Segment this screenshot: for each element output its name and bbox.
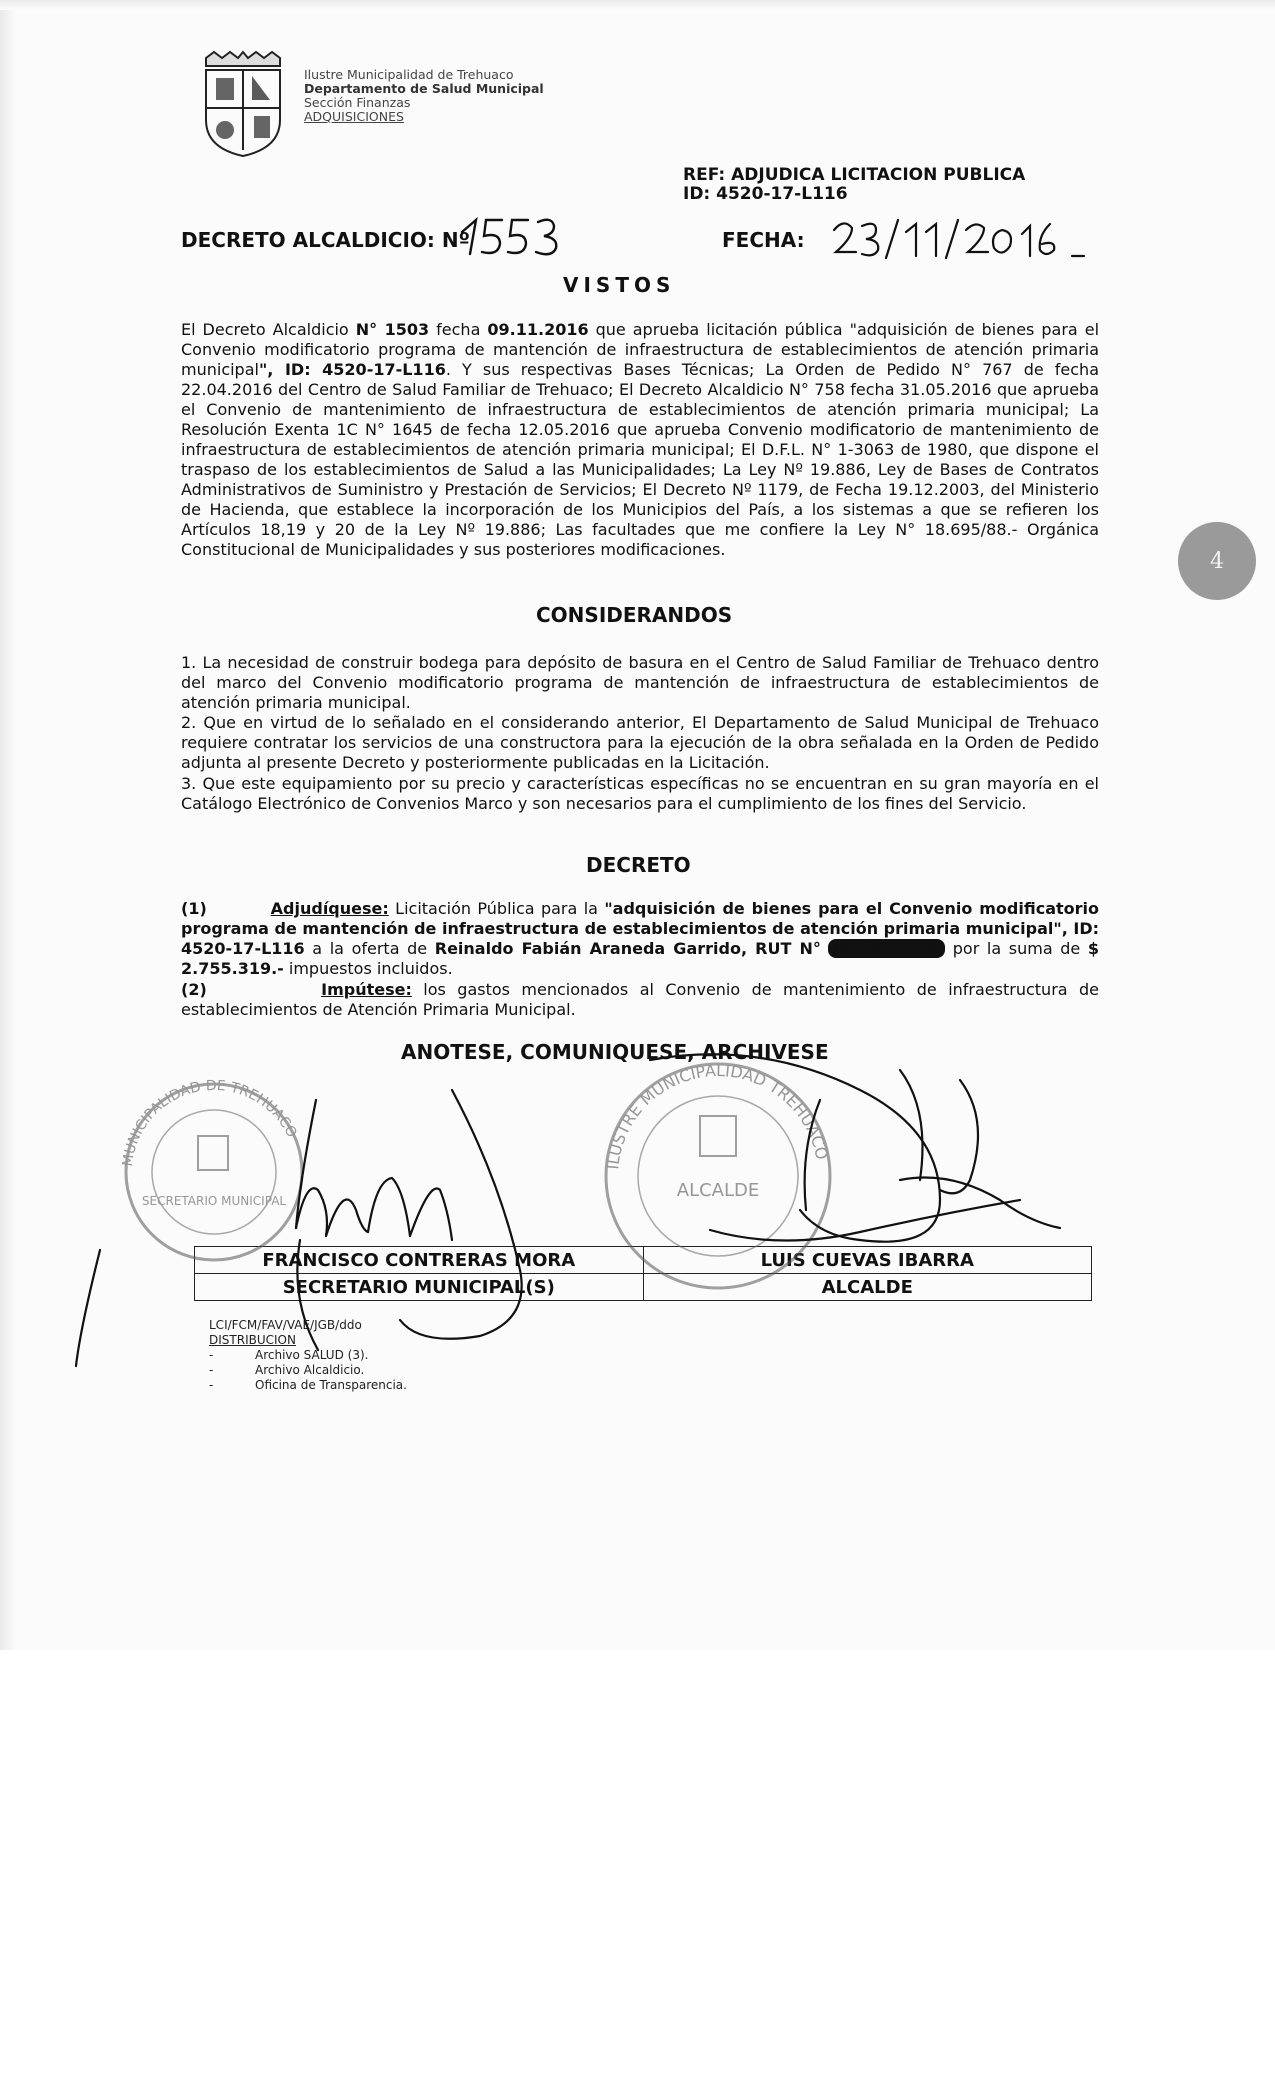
institution-name: Ilustre Municipalidad de Trehuaco — [304, 67, 514, 82]
secretary-seal-ring-text: MUNICIPALIDAD DE TREHUACO — [120, 1077, 300, 1168]
office-name: ADQUISICIONES — [304, 109, 404, 124]
secretary-seal-center: SECRETARIO MUNICIPAL — [141, 1194, 287, 1208]
considerandos-heading: CONSIDERANDOS — [536, 603, 733, 627]
reference-id: ID: 4520-17-L116 — [683, 184, 848, 204]
distribution-label: DISTRIBUCION — [209, 1333, 296, 1347]
considerando-3: 3. Que este equipamiento por su precio y características específicas no se encuentran en su gran mayoría en el Catálogo Electrónico de Convenios Marco y son necesarios para el cumplimiento de los fines del Servicio. — [181, 774, 1099, 813]
distribution-item: - Archivo Alcaldicio. — [209, 1363, 365, 1377]
closing-formula: ANOTESE, COMUNIQUESE, ARCHIVESE — [401, 1040, 829, 1064]
section-name: Sección Finanzas — [304, 95, 411, 110]
distribution-item: - Oficina de Transparencia. — [209, 1378, 407, 1392]
considerando-1: 1. La necesidad de construir bodega para depósito de basura en el Centro de Salud Familiar de Trehuaco dentro del marco del Convenio modificatorio programa de mantención de infraestructura de establecimientos de atención primaria municipal. — [181, 653, 1099, 712]
reference-line: REF: ADJUDICA LICITACION PUBLICA — [683, 165, 1026, 185]
decreto-item-2: (2) Impútese: los gastos mencionados al Convenio de mantenimiento de infraestructura de establecimientos de Atención Primaria Municipal. — [181, 980, 1100, 1019]
decree-label: DECRETO ALCALDICIO: Nº — [181, 228, 470, 252]
decreto-item-1: (1) Adjudíquese: Licitación Pública para la "adquisición de bienes para el Convenio modificatorio programa de mantención de infraestructura de establecimientos de atención primaria municipal", ID: 4520-17-L116 a la oferta de Reinaldo Fabián Araneda Garrido, RUT N° 14.536.975-4, por la suma de $ 2.755.319.- impuestos incluidos. — [181, 899, 1100, 978]
date-label: FECHA: — [722, 228, 805, 252]
institution-header — [304, 68, 544, 124]
reference-block — [683, 166, 1025, 204]
mayor-name: LUIS CUEVAS IBARRA — [643, 1247, 1092, 1274]
vistos-paragraph: El Decreto Alcaldicio N° 1503 fecha 09.11.2016 que aprueba licitación pública "adquisición de bienes para el Convenio modificatorio programa de mantención de infraestructura de establecimientos de atención primaria municipal", ID: 4520-17-L116. Y sus respectivas Bases Técnicas; La Orden de Pedido N° 767 de fecha 22.04.2016 del Centro de Salud Familiar de Trehuaco; El Decreto Alcaldicio N° 758 fecha 31.05.2016 que aprueba el Convenio de mantenimiento de infraestructura de establecimientos de atención primaria municipal; La Resolución Exenta 1C N° 1645 de fecha 12.05.2016 que aprueba Convenio modificatorio de mantenimiento de infraestructura de establecimientos de atención primaria municipal; El D.F.L. N° 1-3063 de 1980, que dispone el traspaso de los establecimientos de Salud a las Municipalidades; La Ley Nº 19.886, Ley de Bases de Contratos Administrativos de Suministro y Prestación de Servicios; El Decreto Nº 1179, de Fecha 19.12.2003, del Ministerio de Hacienda, que establece la incorporación de los Municipios del País, a los sistemas a que se refieren los Artículos 18,19 y 20 de la Ley Nº 19.886; Las facultades que me confiere la Ley N° 18.695/88.- Orgánica Constitucional de Municipalidades y sus posteriores modificaciones. — [181, 320, 1100, 559]
initials: LCI/FCM/FAV/VAE/JGB/ddo — [209, 1318, 362, 1332]
scan-top — [0, 0, 1275, 10]
signature-table — [194, 1246, 1092, 1301]
vistos-heading: VISTOS — [563, 273, 676, 297]
distribution-footer — [209, 1318, 407, 1393]
municipal-crest-icon — [200, 50, 286, 160]
secretary-name: FRANCISCO CONTRERAS MORA — [195, 1247, 644, 1274]
scan-edge — [0, 0, 16, 1650]
mayor-title: ALCALDE — [643, 1274, 1092, 1301]
handwritten-date — [826, 212, 1096, 268]
secretary-title: SECRETARIO MUNICIPAL(S) — [195, 1274, 644, 1301]
decreto-heading: DECRETO — [586, 853, 691, 877]
mayor-seal-ring-text: ILUSTRE MUNICIPALIDAD TREHUACO — [603, 1060, 832, 1171]
handwritten-decree-number — [456, 210, 576, 260]
department-name: Departamento de Salud Municipal — [304, 81, 544, 96]
redacted-rut: 14.536.975-4, — [830, 939, 944, 958]
mayor-seal-center: ALCALDE — [676, 1180, 760, 1201]
distribution-item: - Archivo SALUD (3). — [209, 1348, 369, 1362]
considerando-2: 2. Que en virtud de lo señalado en el considerando anterior, El Departamento de Salud Municipal de Trehuaco requiere contratar los servicios de una constructora para la ejecución de la obra señalada en la Orden de Pedido adjunta al presente Decreto y posteriormente publicadas en la Licitación. — [181, 713, 1099, 772]
page-number-badge: 4 — [1178, 522, 1256, 600]
